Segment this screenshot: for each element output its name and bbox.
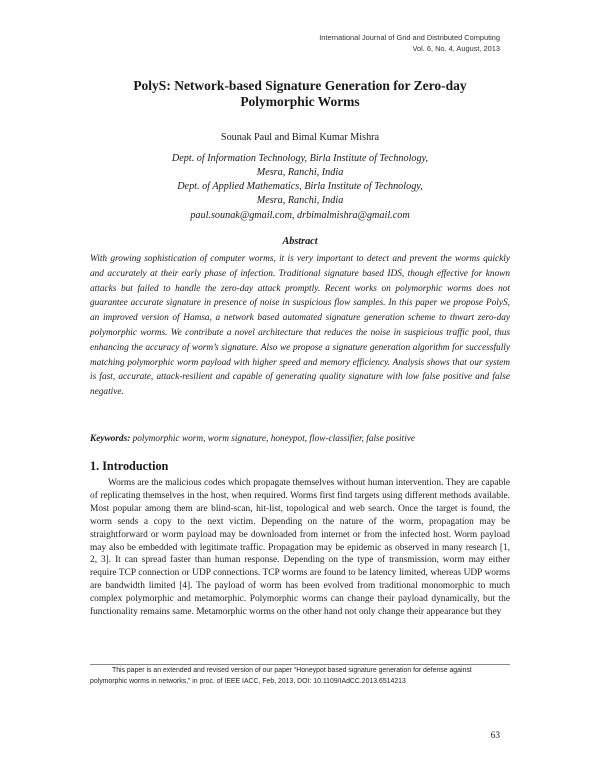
authors: Sounak Paul and Bimal Kumar Mishra bbox=[220, 132, 380, 143]
abstract-text: With growing sophistication of computer worms, it is very important to detect and prevent the worms quickly and accurately at their early phase of infection. Traditional signature based IDS, though effective for known attacks but failed to handle the zero-day attack promptly. Recent works on polymorphic worms does not guarantee accurate signature in presence of noise in suspicious flow samples. In this paper we propose PolyS, an improved version of Hamsa, a network based automated signature generation scheme to thwart zero-day polymorphic worms. We contribute a novel architecture that reduces the noise in suspicious traffic pool, thus enhancing the accuracy of worm’s signature. Also we propose a signature generation algorithm for successfully matching polymorphic worm payload with higher speed and memory efficiency. Analysis shows that our system is fast, accurate, attack-resilient and capable of generating quality signature with low false positive and false negative. bbox=[90, 254, 510, 398]
journal-volume: Vol. 6, No. 4, August, 2013 bbox=[412, 43, 500, 53]
section-heading-introduction: 1. Introduction bbox=[90, 459, 169, 473]
title-line-1: PolyS: Network-based Signature Generation for Zero-day bbox=[133, 78, 467, 93]
keywords-label: Keywords: bbox=[90, 434, 131, 444]
page-number: 63 bbox=[490, 731, 500, 741]
footnote-divider bbox=[90, 664, 510, 665]
journal-header bbox=[319, 33, 500, 54]
keywords bbox=[90, 434, 510, 444]
affiliation-line: Mesra, Ranchi, India bbox=[256, 167, 344, 178]
affiliation-line: Mesra, Ranchi, India bbox=[256, 195, 344, 206]
footnote: This paper is an extended and revised version of our paper “Honeypot based signature generation for defense against polymorphic worms in networks,” in proc. of IEEE IACC, Feb, 2013, DOI: 10.1109/IAdCC.2013.6514213 bbox=[90, 667, 472, 685]
paper-title bbox=[60, 78, 540, 110]
affiliation-line: Dept. of Applied Mathematics, Birla Institute of Technology, bbox=[177, 181, 423, 192]
title-line-2: Polymorphic Worms bbox=[240, 94, 360, 109]
affiliations bbox=[60, 152, 540, 208]
introduction-text: Worms are the malicious codes which propagate themselves without human intervention. They are capable of replicating themselves in the host, when required. Worms first find targets using different methods available. Most popular among them are blind-scan, hit-list, topological and web search. Once the target is found, the worm sends a copy to the next victim. Depending on the nature of the worm, propagation may be straightforward or worm payload may be downloaded from internet or from the infected host. Worm payload may also be embedded with legitimate traffic. Propagation may be epidemic as observed in many research [1, 2, 3]. It can spread faster than human response. Depending on the type of transmission, worm may either require TCP connection or UDP connections. TCP worms are found to be latency limited, whereas UDP worms are bandwidth limited [4]. The payload of worm has been evolved from traditional monomorphic to much complex polymorphic and metamorphic. Polymorphic worms can change their payload dynamically, but the functionality remains same. Metamorphic worms on the other hand not only change their appearance but they bbox=[90, 478, 510, 618]
abstract-heading: Abstract bbox=[282, 236, 318, 247]
journal-name: International Journal of Grid and Distributed Computing bbox=[319, 33, 500, 42]
affiliation-line: Dept. of Information Technology, Birla Institute of Technology, bbox=[171, 153, 429, 164]
keywords-text: polymorphic worm, worm signature, honeypot, flow-classifier, false positive bbox=[130, 434, 416, 444]
author-emails: paul.sounak@gmail.com, drbimalmishra@gmail.com bbox=[190, 210, 410, 221]
